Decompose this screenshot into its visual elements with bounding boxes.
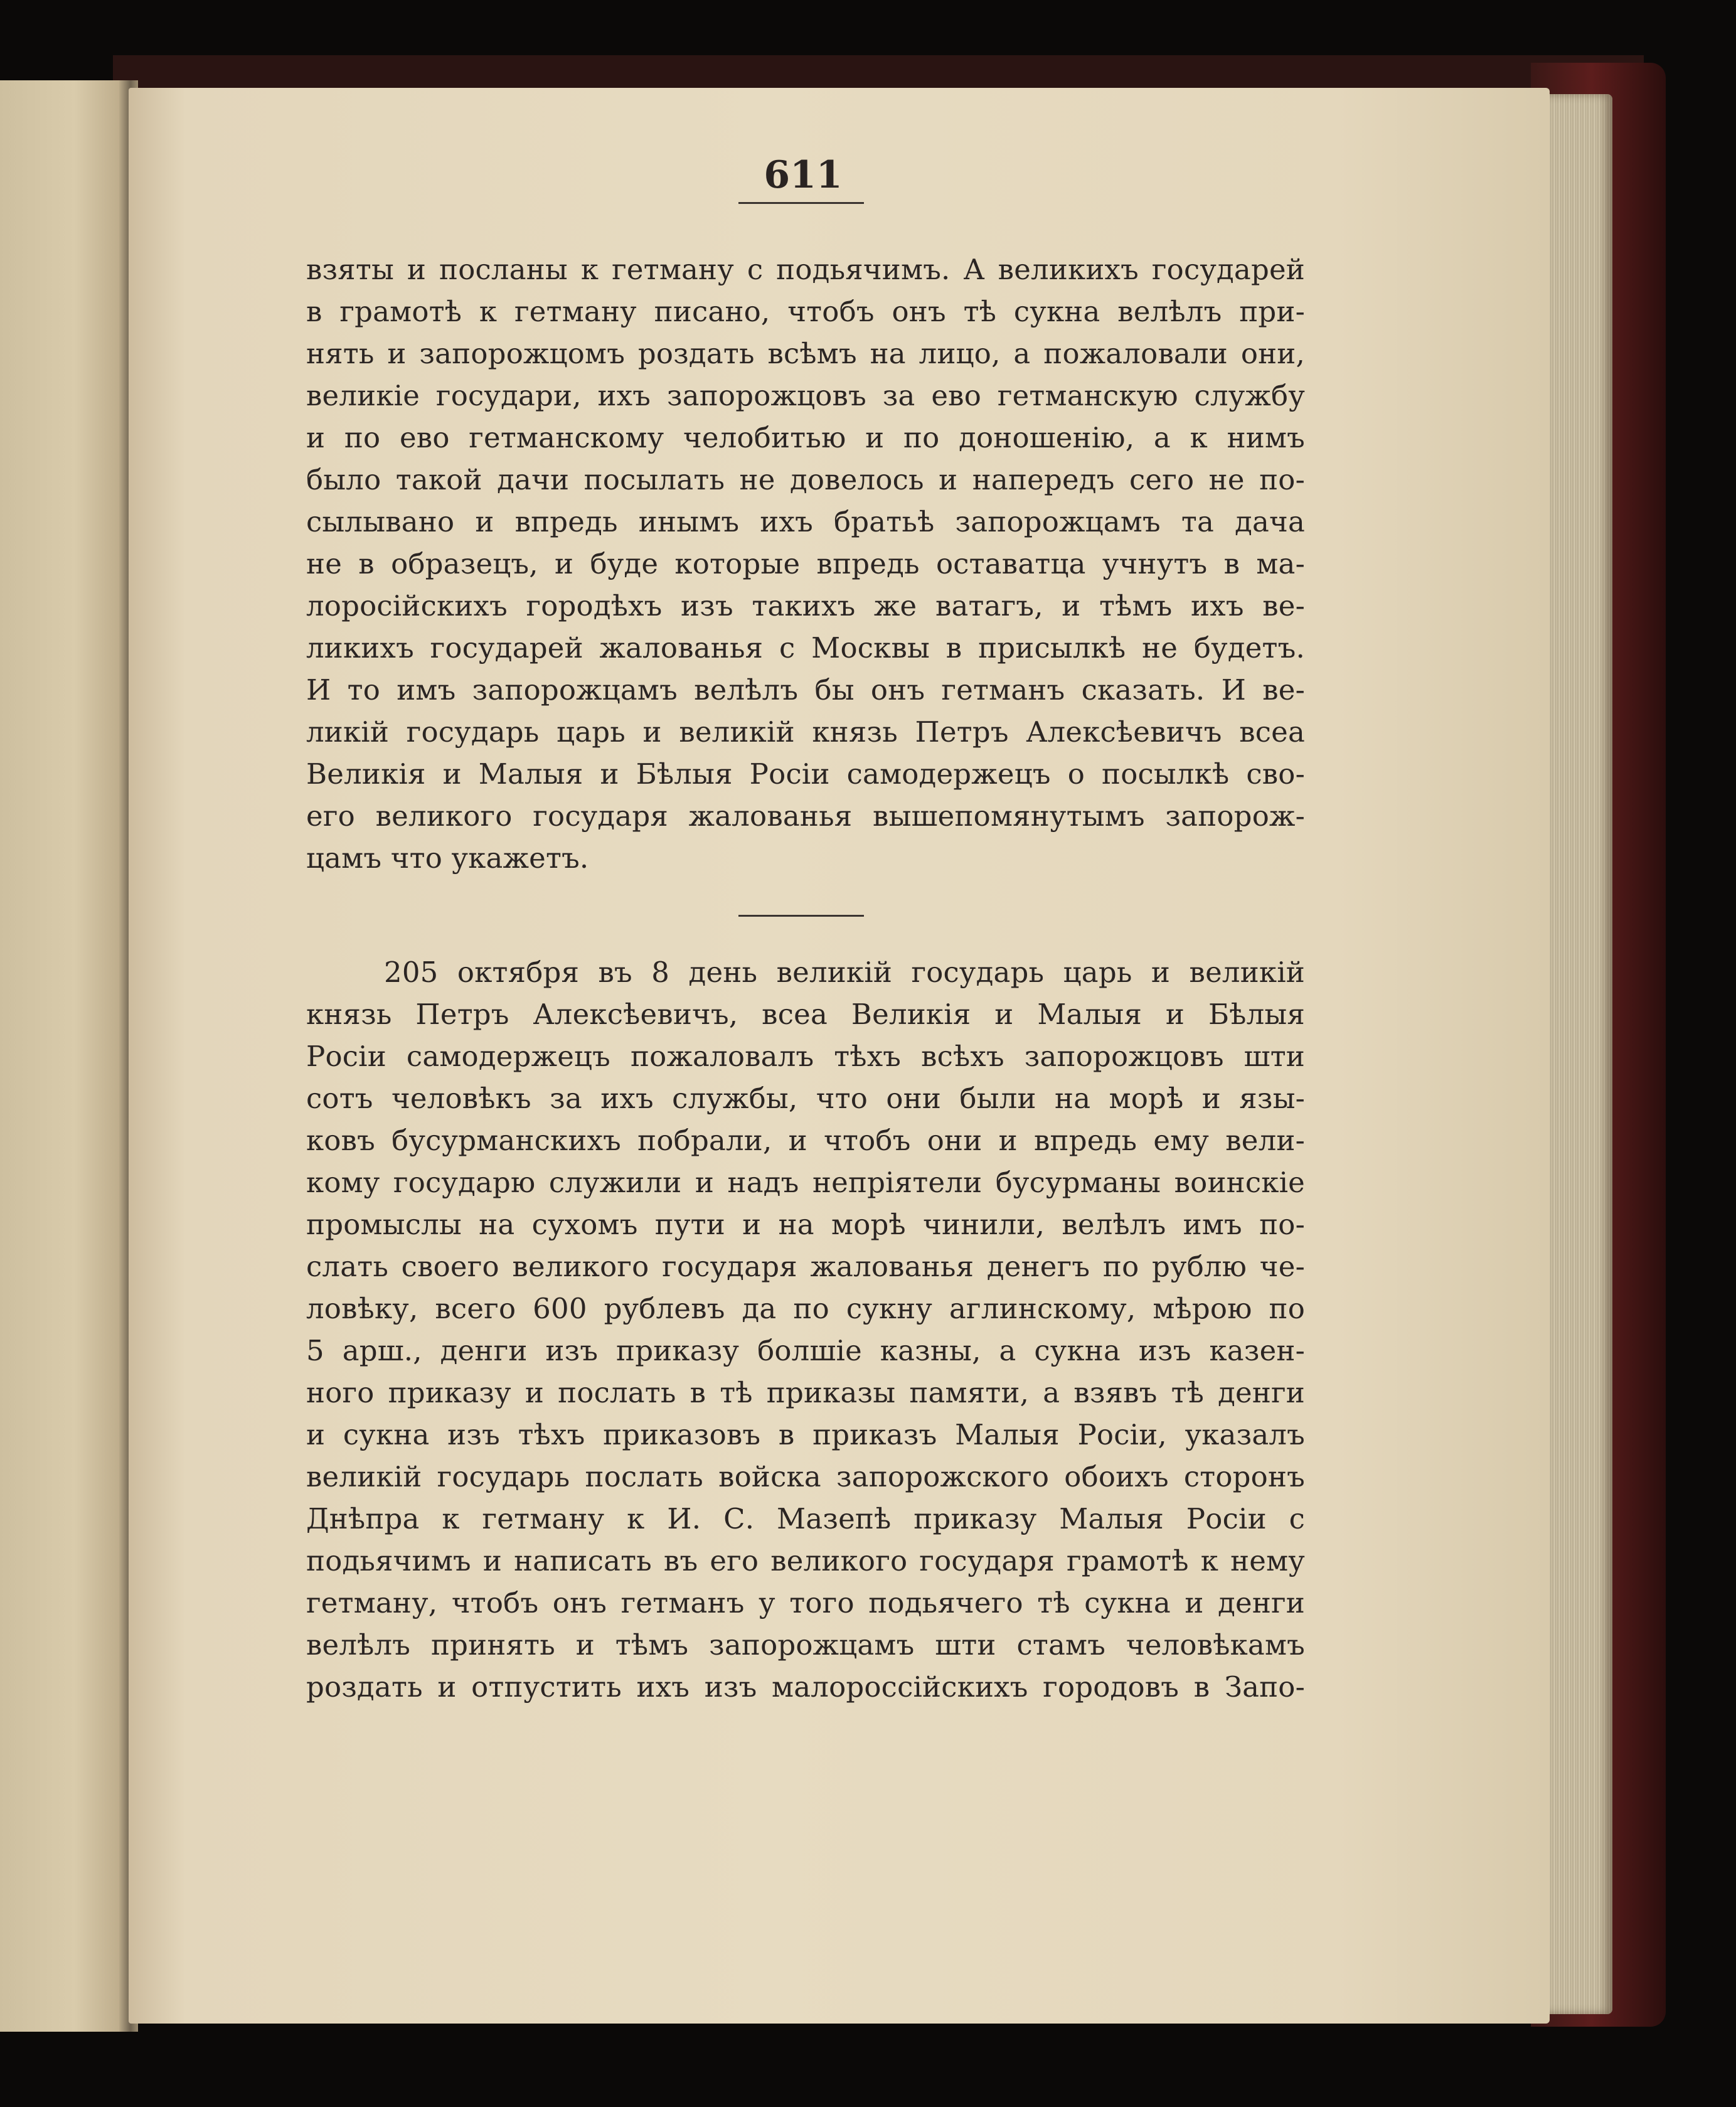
text-line: 205 октября въ 8 день великій государь царь и великій [384, 956, 1305, 989]
text-line: ликій государь царь и великій князь Петръ Алексѣевичъ всеа [306, 715, 1305, 749]
section-divider [738, 915, 864, 917]
left-page-edge [0, 80, 135, 2032]
paragraph-2 [306, 951, 1305, 1708]
text-line: И то имъ запорожцамъ велѣлъ бы онъ гетманъ сказать. И ве- [306, 673, 1305, 707]
page-number-rule [738, 202, 864, 204]
text-line: подьячимъ и написать въ его великого государя грамотѣ к нему [306, 1544, 1305, 1577]
text-line: сылывано и впредь инымъ ихъ братьѣ запорожцамъ та дача [306, 505, 1305, 538]
text-line: слать своего великого государя жалованья денегъ по рублю че- [306, 1250, 1305, 1283]
text-line: ликихъ государей жалованья с Москвы в присылкѣ не будетъ. [306, 631, 1305, 664]
paragraph-1 [306, 248, 1305, 879]
text-line: кому государю служили и надъ непріятели бусурманы воинскіе [306, 1166, 1305, 1199]
text-line: Днѣпра к гетману к И. С. Мазепѣ приказу Малыя Росіи с [306, 1502, 1305, 1535]
text-line: 5 арш., денги изъ приказу болшіе казны, а сукна изъ казен- [306, 1334, 1305, 1367]
text-line: в грамотѣ к гетману писано, чтобъ онъ тѣ сукна велѣлъ при- [306, 295, 1305, 328]
text-line: цамъ что укажетъ. [306, 841, 589, 875]
text-line: было такой дачи посылать не довелось и напередъ сего не по- [306, 463, 1305, 496]
text-line: роздать и отпустить ихъ изъ малороссійскихъ городовъ в Запо- [306, 1670, 1305, 1704]
text-line: Росіи самодержецъ пожаловалъ тѣхъ всѣхъ запорожцовъ шти [306, 1040, 1305, 1073]
text-line: великій государь послать войска запорожского обоихъ сторонъ [306, 1460, 1305, 1493]
text-line: гетману, чтобъ онъ гетманъ у того подьячего тѣ сукна и денги [306, 1586, 1305, 1619]
page-number: 611 [764, 153, 843, 197]
text-line: и сукна изъ тѣхъ приказовъ в приказъ Малыя Росіи, указалъ [306, 1418, 1305, 1451]
text-line: не в образецъ, и буде которые впредь оставатца учнутъ в ма- [306, 547, 1305, 580]
text-line: лоросiйскихъ городѣхъ изъ такихъ же ватагъ, и тѣмъ ихъ ве- [306, 589, 1305, 622]
text-line: великіе государи, ихъ запорожцовъ за ево гетманскую службу [306, 379, 1305, 412]
text-line: его великого государя жалованья вышепомянутымъ запорож- [306, 799, 1305, 833]
text-line: велѣлъ принять и тѣмъ запорожцамъ шти стамъ человѣкамъ [306, 1628, 1305, 1662]
text-line: ловѣку, всего 600 рублевъ да по сукну аглинскому, мѣрою по [306, 1292, 1305, 1325]
text-line: взяты и посланы к гетману с подьячимъ. А великихъ государей [306, 253, 1305, 286]
text-line: промыслы на сухомъ пути и на морѣ чинили, велѣлъ имъ по- [306, 1208, 1305, 1241]
text-line: ковъ бусурманскихъ побрали, и чтобъ они и впредь ему вели- [306, 1124, 1305, 1157]
text-line: князь Петръ Алексѣевичъ, всеа Великія и Малыя и Бѣлыя [306, 998, 1305, 1031]
text-line: сотъ человѣкъ за ихъ службы, что они были на морѣ и язы- [306, 1082, 1305, 1115]
text-line: ного приказу и послать в тѣ приказы памяти, а взявъ тѣ денги [306, 1376, 1305, 1409]
text-line: Великія и Малыя и Бѣлыя Росіи самодержецъ о посылкѣ сво- [306, 757, 1305, 791]
text-line: и по ево гетманскому челобитью и по доношенію, а к нимъ [306, 421, 1305, 454]
text-line: нять и запорожцомъ роздать всѣмъ на лицо, а пожаловали они, [306, 337, 1305, 370]
